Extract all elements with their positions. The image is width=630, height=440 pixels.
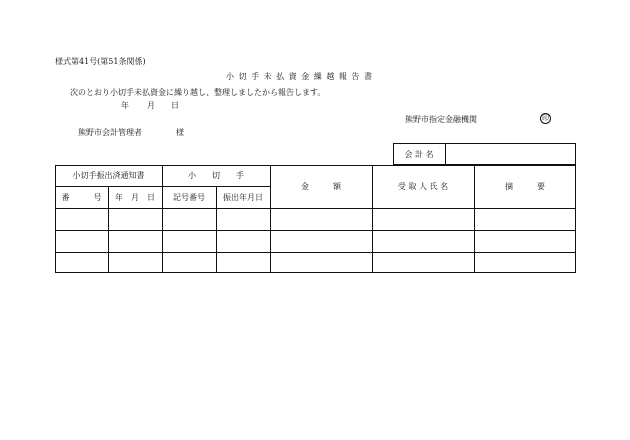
date-year: 年 [121, 101, 129, 110]
accountant-label: 会 計 名 [404, 149, 434, 159]
cell-summary[interactable] [474, 252, 576, 273]
addressee: 熊野市会計管理者 [78, 128, 142, 137]
cell-number[interactable] [55, 208, 108, 230]
intro-text: 次のとおり小切手未払資金に繰り越し、整理しましたから報告します。 [70, 88, 326, 97]
cell-payee[interactable] [372, 208, 474, 230]
cell-code[interactable] [162, 208, 216, 230]
cell-amount[interactable] [270, 252, 372, 273]
cell-date[interactable] [108, 252, 162, 273]
date-month: 月 [147, 101, 155, 110]
form-number: 様式第41号(第51条関係) [55, 57, 146, 66]
cell-amount[interactable] [270, 208, 372, 230]
date-day: 日 [171, 101, 179, 110]
cell-payee[interactable] [372, 252, 474, 273]
subheader-code: 記号番号 [173, 192, 205, 202]
cell-code[interactable] [162, 230, 216, 252]
accountant-name-field[interactable] [446, 143, 575, 165]
cell-issue-date[interactable] [216, 208, 270, 230]
cell-issue-date[interactable] [216, 252, 270, 273]
header-notice: 小切手振出済通知書 [72, 171, 145, 180]
subheader-issue-date: 振出年月日 [223, 192, 263, 202]
header-amount: 金 額 [301, 182, 341, 191]
cell-summary[interactable] [474, 230, 576, 252]
subheader-date: 年 月 日 [115, 192, 155, 202]
header-check: 小 切 手 [188, 171, 244, 180]
header-summary: 摘 要 [505, 182, 545, 191]
cell-number[interactable] [55, 230, 108, 252]
cell-issue-date[interactable] [216, 230, 270, 252]
document-title: 小 切 手 未 払 資 金 繰 越 報 告 書 [226, 72, 373, 81]
cell-amount[interactable] [270, 230, 372, 252]
cell-number[interactable] [55, 252, 108, 273]
cell-date[interactable] [108, 208, 162, 230]
header-payee: 受 取 人 氏 名 [397, 182, 449, 191]
cell-payee[interactable] [372, 230, 474, 252]
sender-name: 熊野市指定金融機関 [405, 115, 477, 124]
cell-date[interactable] [108, 230, 162, 252]
cell-code[interactable] [162, 252, 216, 273]
seal-icon: 印 [542, 114, 549, 122]
subheader-number: 番 号 [61, 192, 102, 202]
honorific: 様 [176, 128, 184, 137]
cell-summary[interactable] [474, 208, 576, 230]
